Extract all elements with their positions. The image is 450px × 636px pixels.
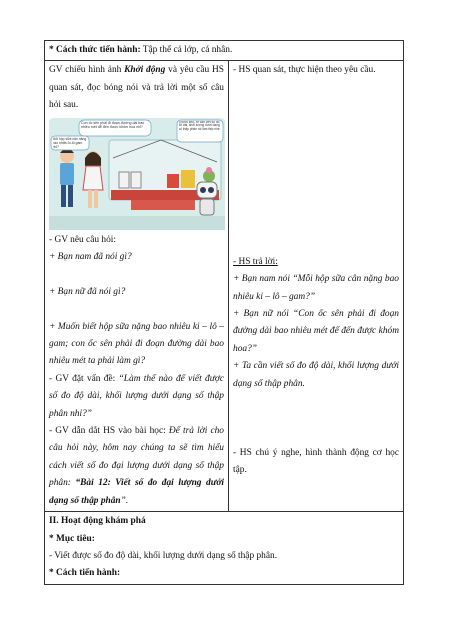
section-2-row [45,512,404,585]
girl-leg [88,190,92,208]
ask-text: - GV nêu câu hỏi: [49,234,116,245]
warmup-illustration [49,118,225,230]
pose-problem: - GV đặt vấn đề: “Làm thế nào để viết được số đo độ dài, khối lượng dưới dạng số thập phân nhỉ?” [49,373,224,419]
method-cell [45,41,404,61]
bubble-boy-text: Mỗi hộp sữa cân nặng bao nhiêu ki-lô-gam nhỉ? [52,136,87,149]
goal-text: - Viết được số đo độ dài, khối lượng dưới dạng số thập phân. [49,550,278,561]
shelf-base [131,200,195,210]
answer-3: + Ta cần viết số đo độ dài, khối lượng dưới dạng số thập phân. [233,361,399,389]
question-2: + Bạn nữ đã nói gì? [49,286,126,297]
answer-2: + Bạn nữ nói “Con ốc sên phải đi đoạn đường dài bao nhiêu mét để đến được khóm hoa?” [233,309,399,354]
answer-label: - HS trả lời: [233,256,278,267]
goal-label: * Mục tiêu: [49,533,95,544]
robot-eye [208,187,214,193]
robot-eye [200,187,206,193]
girl-leg [94,190,98,208]
section-2-cell [45,512,404,585]
intro-text: GV chiếu hình ảnh Khởi động và yêu cầu HS quan sát, đọc bóng nói và trả lời một số câu hỏi sau. [49,65,224,111]
bubble-girl-text: Con ốc sên phải đi đoạn đường dài bao nhiêu mét để đến được khóm hoa nhỉ? [81,120,145,129]
robot-body [200,199,214,215]
lesson-page [44,40,403,585]
lesson-title: “Bài 12: Viết số đo đại lượng dưới dạng số thập phân [49,478,224,506]
flower [206,167,212,173]
method-label: * Cách thức tiến hành: [49,45,141,55]
question-1: + Bạn nam đã nói gì? [49,252,132,263]
girl-dress [83,166,103,190]
floor [49,216,225,230]
section-2-title: II. Hoạt động khám phá [49,516,146,527]
student-column [229,61,404,512]
boy-leg [68,185,73,207]
method-label-2: * Cách tiến hành: [49,568,121,579]
answer-1: + Bạn nam nói “Mỗi hộp sữa cân nặng bao nhiêu ki – lô – gam?” [233,274,399,302]
method-row [45,41,404,61]
lesson-table [44,40,404,585]
intro-keyword: Khởi động [124,65,166,76]
box-yellow [181,170,195,188]
milk-box [119,172,129,188]
question-3: + Muốn biết hộp sữa nặng bao nhiêu ki – lô – gam; con ốc sên phải đi đoạn đường dài bao nhiêu mét ta phải làm gì? [49,321,224,367]
lead-in: - GV dẫn dắt HS vào bài học: Để trả lời cho câu hỏi này, hôm nay chúng ta sẽ tìm hiểu cách viết số đo đại lượng dưới dạng số thập phân: “Bài 12: Viết số đo đại lượng dưới dạng số thập phân”. [49,426,224,506]
teacher-column [45,61,229,512]
box-red [167,174,179,188]
boy-shirt [60,163,74,185]
milk-box [131,172,141,188]
bubble-robot-text: Thước kéo, tớ cần viết số đo độ dài, khối lượng dưới dạng số thập phân rồi làm tiếp nhé. [178,120,221,131]
activity-row [45,61,404,512]
method-text: Tập thể cả lớp, cá nhân. [140,45,233,55]
listen-text: - HS chú ý nghe, hình thành động cơ học tập. [233,448,399,476]
observe-text: - HS quan sát, thực hiện theo yêu cầu. [233,65,376,76]
boy-leg [61,185,66,207]
